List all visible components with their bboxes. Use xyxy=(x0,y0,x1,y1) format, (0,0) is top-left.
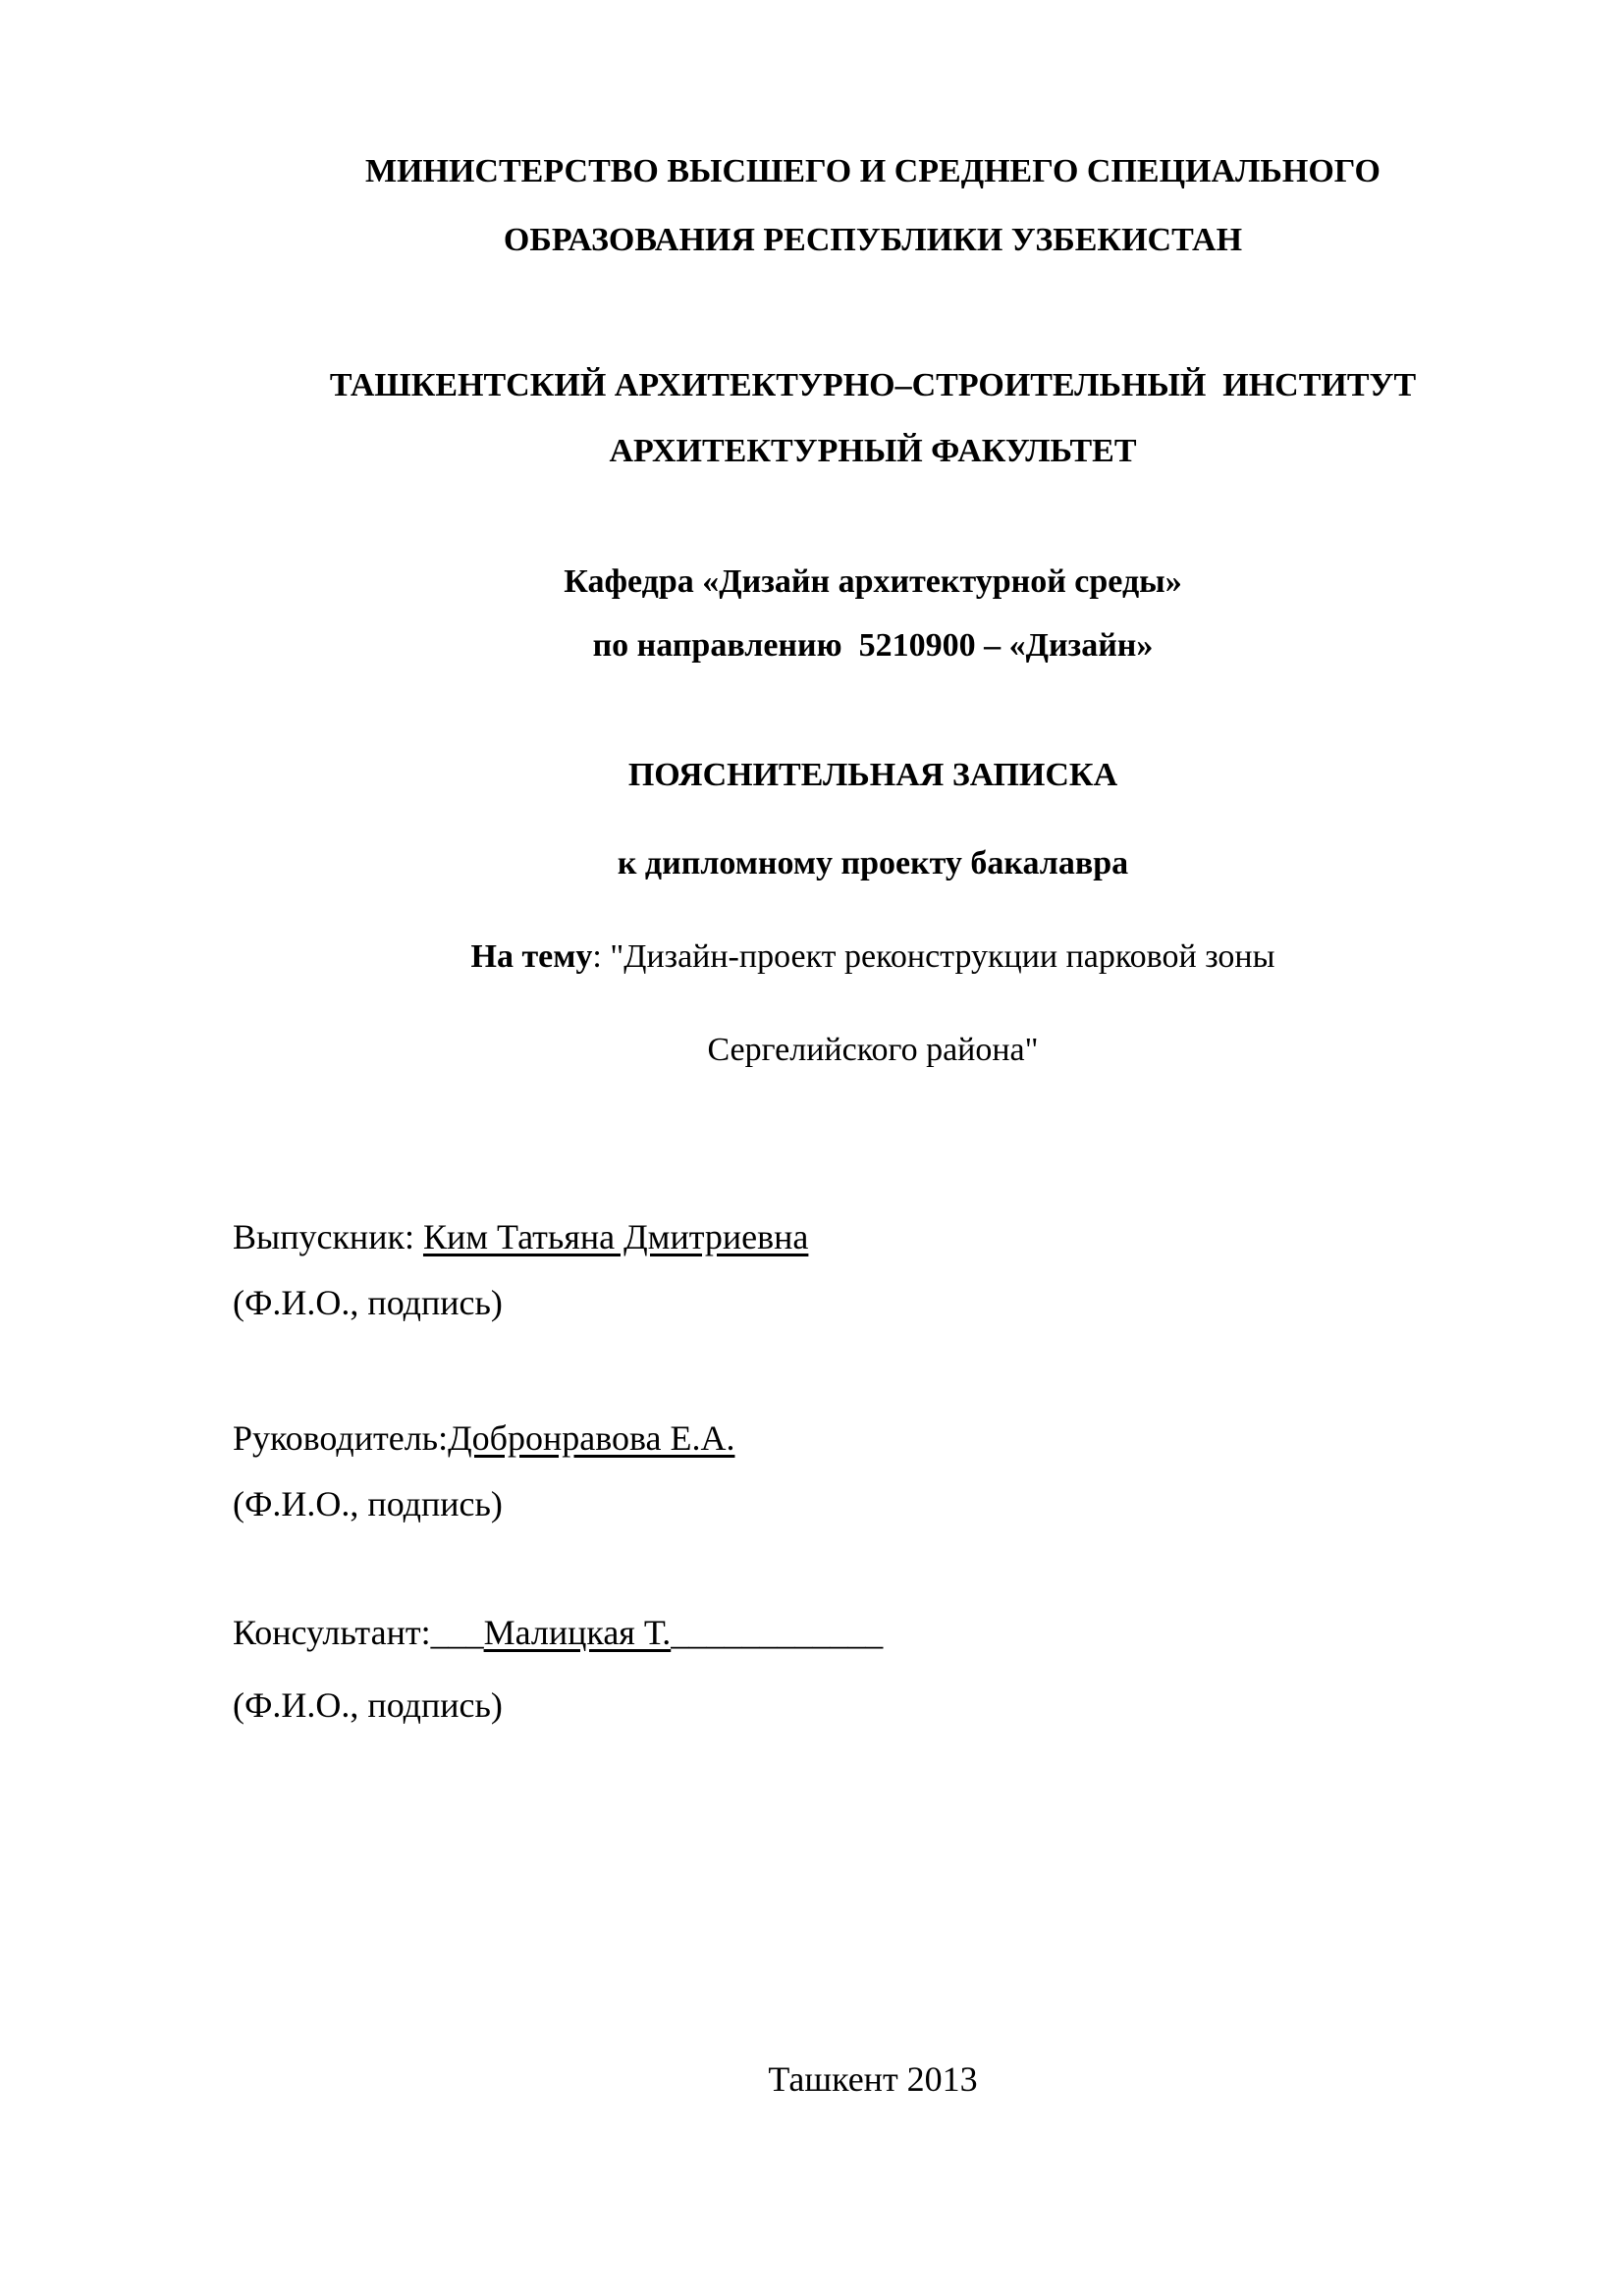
faculty-name: АРХИТЕКТУРНЫЙ ФАКУЛЬТЕТ xyxy=(609,433,1137,469)
consultant-name: Малицкая Т. xyxy=(483,1613,672,1652)
supervisor-line xyxy=(233,1415,1513,1462)
consultant-note: (Ф.И.О., подпись) xyxy=(233,1685,503,1725)
theme-separator: : xyxy=(592,938,611,975)
theme-line-2: Сергелийского района" xyxy=(707,1032,1039,1068)
graduate-name: Ким Татьяна Дмитриевна xyxy=(422,1217,809,1256)
department-name: Кафедра «Дизайн архитектурной среды» xyxy=(564,563,1182,600)
consultant-blank-before: ___ xyxy=(430,1613,484,1652)
city-year: Ташкент 2013 xyxy=(768,2059,978,2099)
document-subtype: к дипломному проекту бакалавра xyxy=(617,845,1129,881)
document-content xyxy=(233,0,1513,2103)
document-type: ПОЯСНИТЕЛЬНАЯ ЗАПИСКА xyxy=(627,757,1118,793)
supervisor-note: (Ф.И.О., подпись) xyxy=(233,1484,503,1523)
institute-name: ТАШКЕНТСКИЙ АРХИТЕКТУРНО–СТРОИТЕЛЬНЫЙ ИНСТИТУТ xyxy=(329,367,1417,403)
graduate-label: Выпускник: xyxy=(233,1217,423,1256)
consultant-line xyxy=(233,1609,1513,1656)
direction-code: по направлению 5210900 – «Дизайн» xyxy=(592,627,1154,664)
theme-line-1 xyxy=(233,934,1513,981)
graduate-line xyxy=(233,1213,1513,1260)
graduate-note: (Ф.И.О., подпись) xyxy=(233,1283,503,1322)
ministry-line-2: ОБРАЗОВАНИЯ РЕСПУБЛИКИ УЗБЕКИСТАН xyxy=(503,222,1243,258)
ministry-line-1: МИНИСТЕРСТВО ВЫСШЕГО И СРЕДНЕГО СПЕЦИАЛЬНОГО xyxy=(365,153,1380,189)
theme-text-1: "Дизайн-проект реконструкции парковой зоны xyxy=(610,938,1275,975)
supervisor-label: Руководитель: xyxy=(233,1418,449,1458)
supervisor-name: Добронравова Е.А. xyxy=(448,1418,735,1458)
consultant-blank-after: ____________ xyxy=(671,1613,884,1652)
theme-label: На тему xyxy=(470,938,593,975)
consultant-label: Консультант: xyxy=(233,1613,431,1652)
